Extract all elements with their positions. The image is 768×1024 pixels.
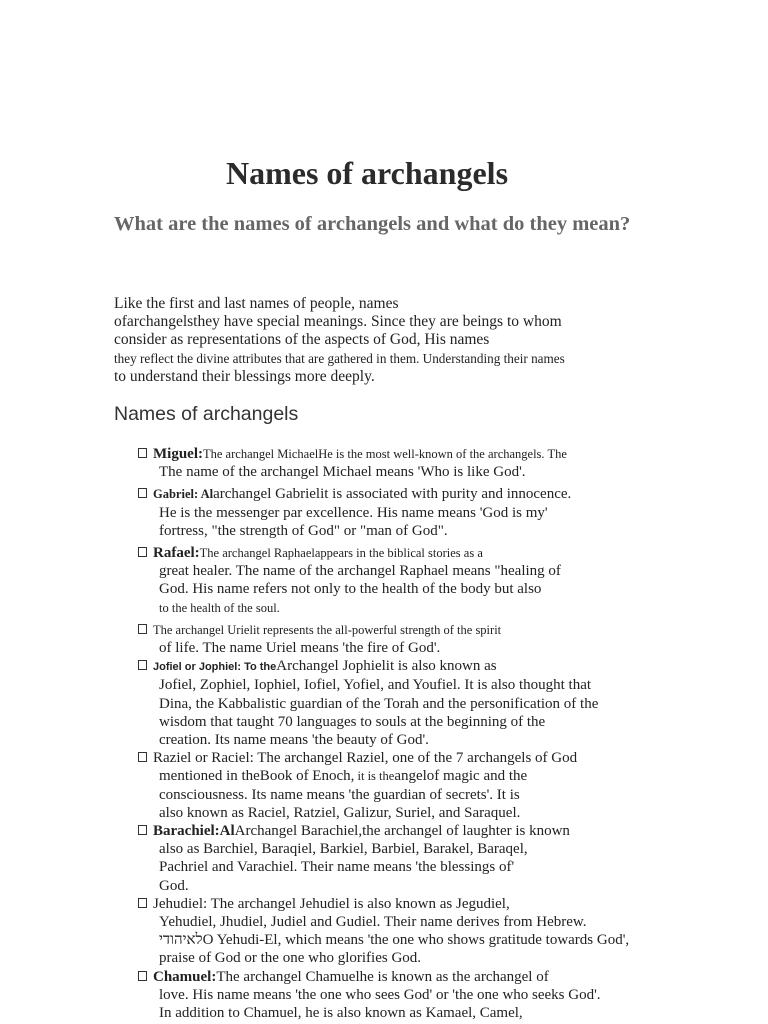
entry-text: archangel Gabrielit is associated with purity and innocence.: [213, 486, 572, 503]
entry-text: it is the: [354, 769, 395, 784]
entry-lead-line: [153, 968, 758, 986]
entry-text: The archangel Chamuelhe is known as the archangel of: [216, 968, 549, 985]
list-item-chamuel: [138, 968, 758, 1023]
entry-line: He is the messenger par excellence. His name means 'God is my': [159, 504, 548, 521]
entry-lead-line: Raziel or Raciel: The archangel Raziel, one of the 7 archangels of God: [153, 750, 578, 767]
missing-glyph-bullet-icon: [138, 660, 147, 670]
entry-lead-line: [153, 485, 758, 503]
entry-line: consciousness. Its name means 'the guardian of secrets'. It is: [159, 786, 520, 803]
entry-line: Dina, the Kabbalistic guardian of the Torah and the personification of the: [159, 695, 599, 712]
entry-lead-line: The archangel Urielit represents the all-powerful strength of the spirit: [153, 622, 502, 637]
entry-lead-line: [153, 822, 758, 840]
entry-line: Yehudiel, Jhudiel, Judiel and Gudiel. Their name derives from Hebrew.: [159, 914, 587, 931]
entry-line: love. His name means 'the one who sees God' or 'the one who seeks God'.: [159, 986, 601, 1003]
entry-lead-line: [153, 445, 758, 463]
entry-line: Jofiel, Zophiel, Iophiel, Iofiel, Yofiel, and Youfiel. It is also thought that: [159, 677, 592, 694]
page-title: Names of archangels: [225, 155, 509, 191]
entry-line: also known as Raciel, Ratziel, Galizur, Suriel, and Saraquel.: [159, 804, 521, 821]
entry-text: angelof magic and the: [394, 768, 528, 785]
intro-line: consider as representations of the aspects of God, His names: [114, 331, 490, 349]
section-heading: Names of archangels: [114, 403, 299, 425]
list-item-jehudiel: [138, 895, 758, 968]
archangel-list: [138, 445, 758, 1022]
missing-glyph-bullet-icon: [138, 488, 147, 498]
entry-line: God.: [159, 877, 189, 894]
page-subtitle: What are the names of archangels and what do they mean?: [114, 213, 631, 235]
missing-glyph-bullet-icon: [138, 825, 147, 835]
entry-text: Archangel Jophielit is also known as: [276, 658, 497, 675]
entry-line: לאיהודיO Yehudi-El, which means 'the one who shows gratitude towards God',: [159, 932, 630, 949]
intro-line: Like the first and last names of people, names: [114, 295, 399, 312]
entry-line: praise of God or the one who glorifies God.: [159, 950, 422, 967]
entry-name: Chamuel:: [153, 968, 217, 985]
list-item-rafael: [138, 544, 758, 617]
intro-paragraph: [114, 295, 714, 386]
list-item-gabriel: [138, 485, 758, 540]
intro-line: they reflect the divine attributes that are gathered in them. Understanding their names: [114, 350, 565, 366]
entry-line: God. His name refers not only to the health of the body but also: [159, 581, 542, 598]
entry-text: mentioned in theBook of Enoch,: [159, 768, 355, 785]
list-item-barachiel: [138, 822, 758, 895]
entry-line-mixed: [159, 767, 758, 785]
entry-line: wisdom that taught 70 languages to souls at the beginning of the: [159, 713, 546, 730]
entry-name: Barachiel:Al: [153, 823, 235, 840]
entry-text: Archangel Barachiel,the archangel of laughter is known: [234, 823, 570, 840]
list-item-miguel: [138, 445, 758, 481]
entry-line: fortress, "the strength of God" or "man of God".: [159, 522, 448, 539]
entry-line: creation. Its name means 'the beauty of God'.: [159, 732, 429, 749]
entry-line: great healer. The name of the archangel Raphael means "healing of: [159, 563, 561, 580]
entry-line: also as Barchiel, Baraqiel, Barkiel, Barbiel, Barakel, Baraqel,: [159, 841, 528, 858]
entry-lead-line: Jehudiel: The archangel Jehudiel is also known as Jegudiel,: [153, 895, 510, 912]
entry-line: Pachriel and Varachiel. Their name means 'the blessings of': [159, 859, 515, 876]
entry-text: The archangel Raphaelappears in the biblical stories as a: [199, 546, 483, 561]
entry-line: to the health of the soul.: [159, 600, 280, 615]
intro-line: ofarchangelsthey have special meanings. Since they are beings to whom: [114, 313, 562, 331]
entry-name: Miguel:: [153, 446, 203, 462]
missing-glyph-bullet-icon: [138, 898, 147, 908]
entry-text: The archangel MichaelHe is the most well-known of the archangels. The: [203, 447, 567, 461]
entry-lead-line: [153, 657, 758, 676]
missing-glyph-bullet-icon: [138, 752, 147, 762]
intro-line: to understand their blessings more deeply.: [114, 367, 375, 385]
missing-glyph-bullet-icon: [138, 971, 147, 981]
entry-line: The name of the archangel Michael means 'Who is like God'.: [159, 464, 526, 481]
entry-line: of life. The name Uriel means 'the fire of God'.: [159, 640, 441, 657]
list-item-raziel: [138, 749, 758, 822]
entry-line: In addition to Chamuel, he is also known as Kamael, Camel,: [159, 1005, 523, 1022]
list-item-uriel: [138, 621, 758, 657]
entry-name: Rafael:: [153, 545, 200, 562]
entry-lead-line: [153, 544, 758, 562]
missing-glyph-bullet-icon: [138, 624, 147, 634]
missing-glyph-bullet-icon: [138, 448, 147, 458]
list-item-jofiel: [138, 657, 758, 749]
missing-glyph-bullet-icon: [138, 547, 147, 557]
entry-name: Jofiel or Jophiel: To the: [153, 661, 277, 674]
entry-name: Gabriel: Al: [153, 487, 214, 502]
